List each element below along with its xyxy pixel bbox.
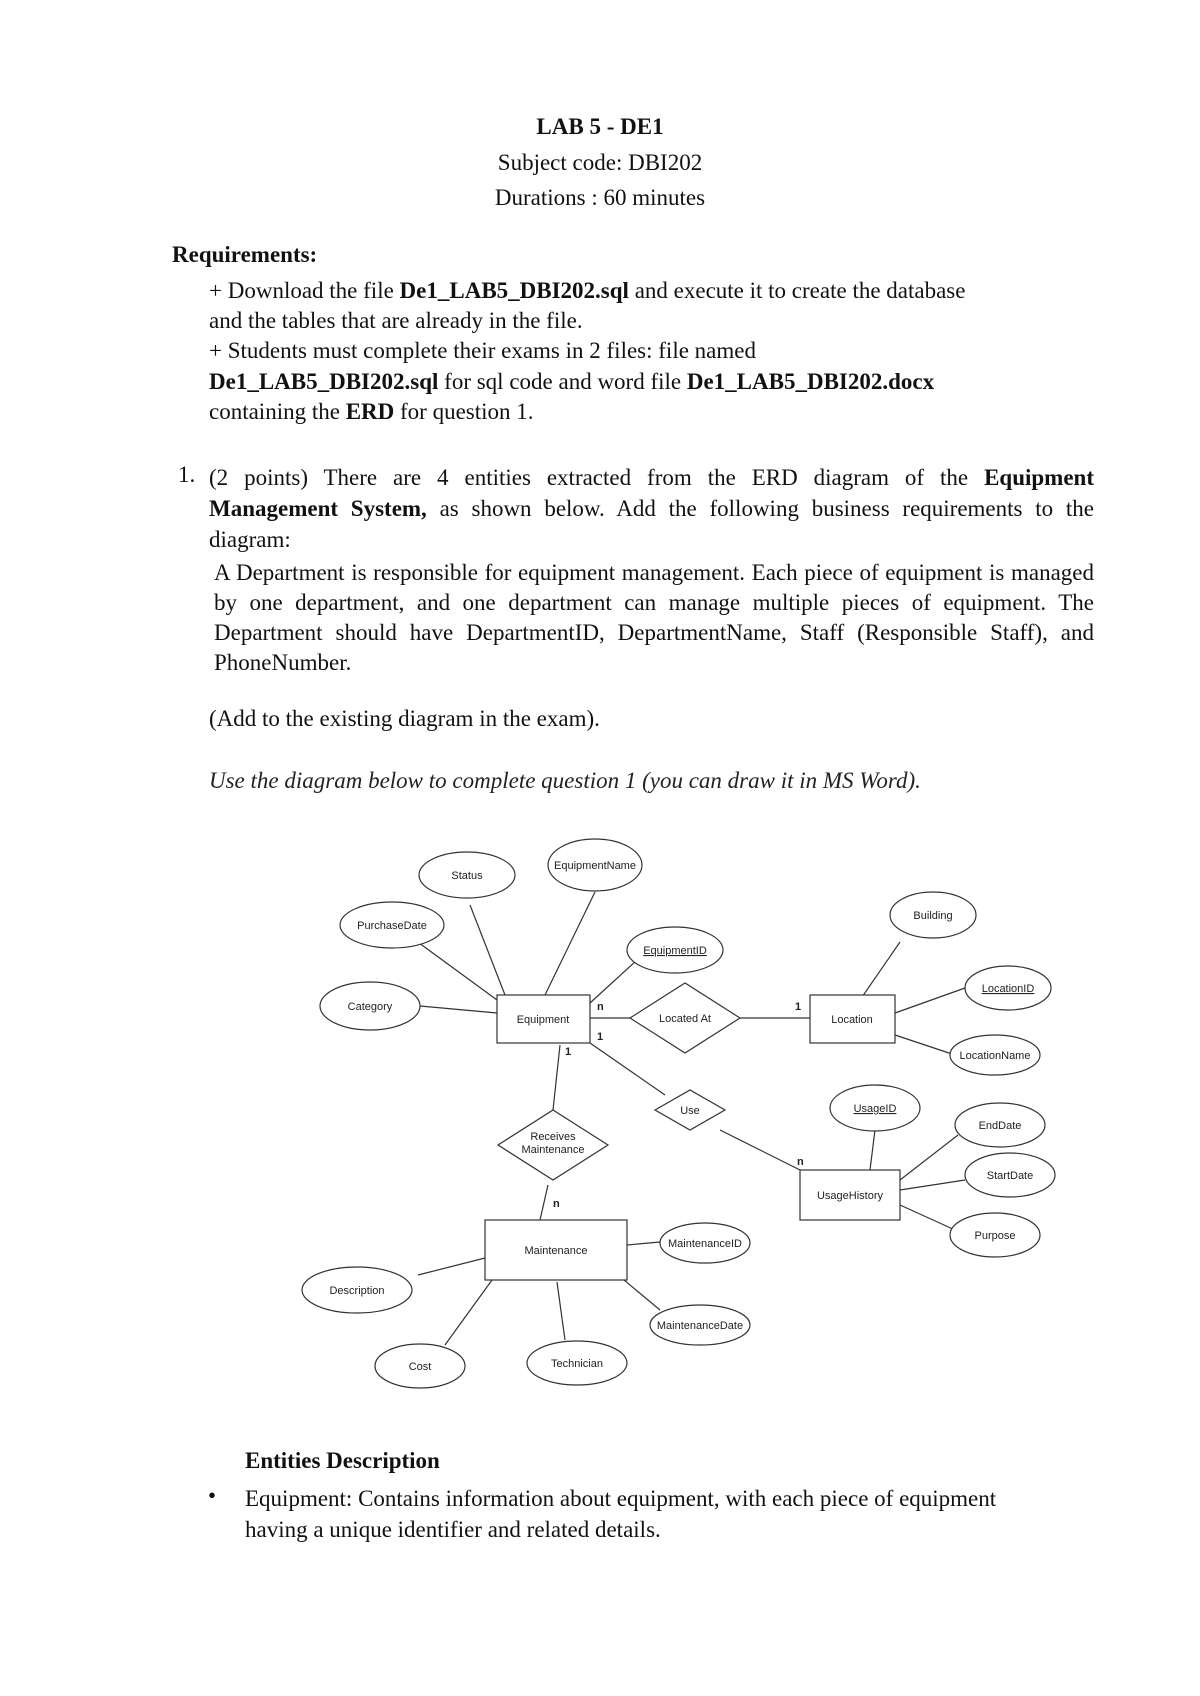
svg-text:Technician: Technician: [551, 1358, 603, 1370]
docx-filename: De1_LAB5_DBI202.docx: [686, 369, 935, 394]
sql-filename: De1_LAB5_DBI202.sql: [399, 278, 629, 303]
requirements-heading: Requirements:: [172, 242, 318, 267]
system-name: Equipment Management System,: [209, 465, 1094, 521]
label-located-at: Located At: [659, 1013, 711, 1025]
svg-text:LocationName: LocationName: [959, 1050, 1031, 1062]
label-equipment: Equipment: [516, 1014, 570, 1026]
subject-code: Subject code: DBI202: [497, 150, 703, 175]
svg-text:Category: Category: [347, 1001, 393, 1013]
pk-usage-id: UsageID: [853, 1103, 897, 1115]
svg-text:Description: Description: [329, 1285, 385, 1297]
svg-text:Cost: Cost: [408, 1361, 432, 1373]
svg-text:Building: Building: [913, 910, 953, 922]
add-note: (Add to the existing diagram in the exam).: [209, 706, 600, 731]
entities-description-heading: Entities Description: [245, 1448, 440, 1473]
card-equipment-maint: 1: [565, 1046, 572, 1058]
label-usage-history: UsageHistory: [816, 1190, 884, 1202]
req-line-5: containing the ERD for question 1.: [209, 399, 534, 424]
svg-text:EndDate: EndDate: [978, 1120, 1022, 1132]
svg-text:MaintenanceID: MaintenanceID: [668, 1238, 742, 1250]
card-location-located: 1: [795, 1001, 802, 1013]
duration: Durations : 60 minutes: [494, 185, 706, 210]
label-use: Use: [680, 1105, 700, 1117]
req-line-3: + Students must complete their exams in 2 files: file named: [209, 338, 756, 363]
question-text: (2 points) There are 4 entities extracted from the ERD diagram of the Equipment Management System, as shown below. Add the following business requirements to the diagram:: [209, 465, 1094, 552]
card-maintenance-maint: n: [553, 1198, 560, 1210]
svg-text:StartDate: StartDate: [986, 1170, 1034, 1182]
bullet-marker: •: [208, 1483, 217, 1508]
erd-diagram: [300, 830, 1090, 1420]
card-usage-use: n: [797, 1156, 804, 1168]
diagram-instruction: Use the diagram below to complete question 1 (you can draw it in MS Word).: [209, 768, 921, 793]
label-maintenance: Maintenance: [524, 1245, 588, 1257]
doc-title: LAB 5 - DE1: [536, 114, 664, 139]
equipment-description: Equipment: Contains information about equipment, with each piece of equipment having a unique identifier and related details.: [245, 1486, 997, 1542]
svg-text:PurchaseDate: PurchaseDate: [357, 920, 427, 932]
business-requirement: A Department is responsible for equipment management. Each piece of equipment is managed by one department, and one department can manage multiple pieces of equipment. The Department should have DepartmentID, DepartmentName, Staff (Responsible Staff), and PhoneNumber.: [214, 560, 1094, 675]
svg-text:Purpose: Purpose: [974, 1230, 1016, 1242]
card-equipment-located: n: [597, 1001, 604, 1013]
svg-text:EquipmentName: EquipmentName: [554, 860, 636, 872]
req-line-1: + Download the file De1_LAB5_DBI202.sql and execute it to create the database: [209, 278, 966, 303]
card-equipment-use: 1: [597, 1031, 604, 1043]
pk-location-id: LocationID: [981, 983, 1035, 995]
label-receives: Receives: [530, 1131, 576, 1143]
req-line-2: and the tables that are already in the file.: [209, 308, 583, 333]
svg-text:Status: Status: [451, 870, 483, 882]
label-maintenance-rel: Maintenance: [521, 1144, 585, 1156]
req-line-4: De1_LAB5_DBI202.sql for sql code and word file De1_LAB5_DBI202.docx: [209, 369, 935, 394]
label-location: Location: [831, 1014, 873, 1026]
question-number: 1.: [178, 462, 196, 487]
svg-text:MaintenanceDate: MaintenanceDate: [656, 1320, 744, 1332]
pk-equipment-id: EquipmentID: [643, 945, 707, 957]
